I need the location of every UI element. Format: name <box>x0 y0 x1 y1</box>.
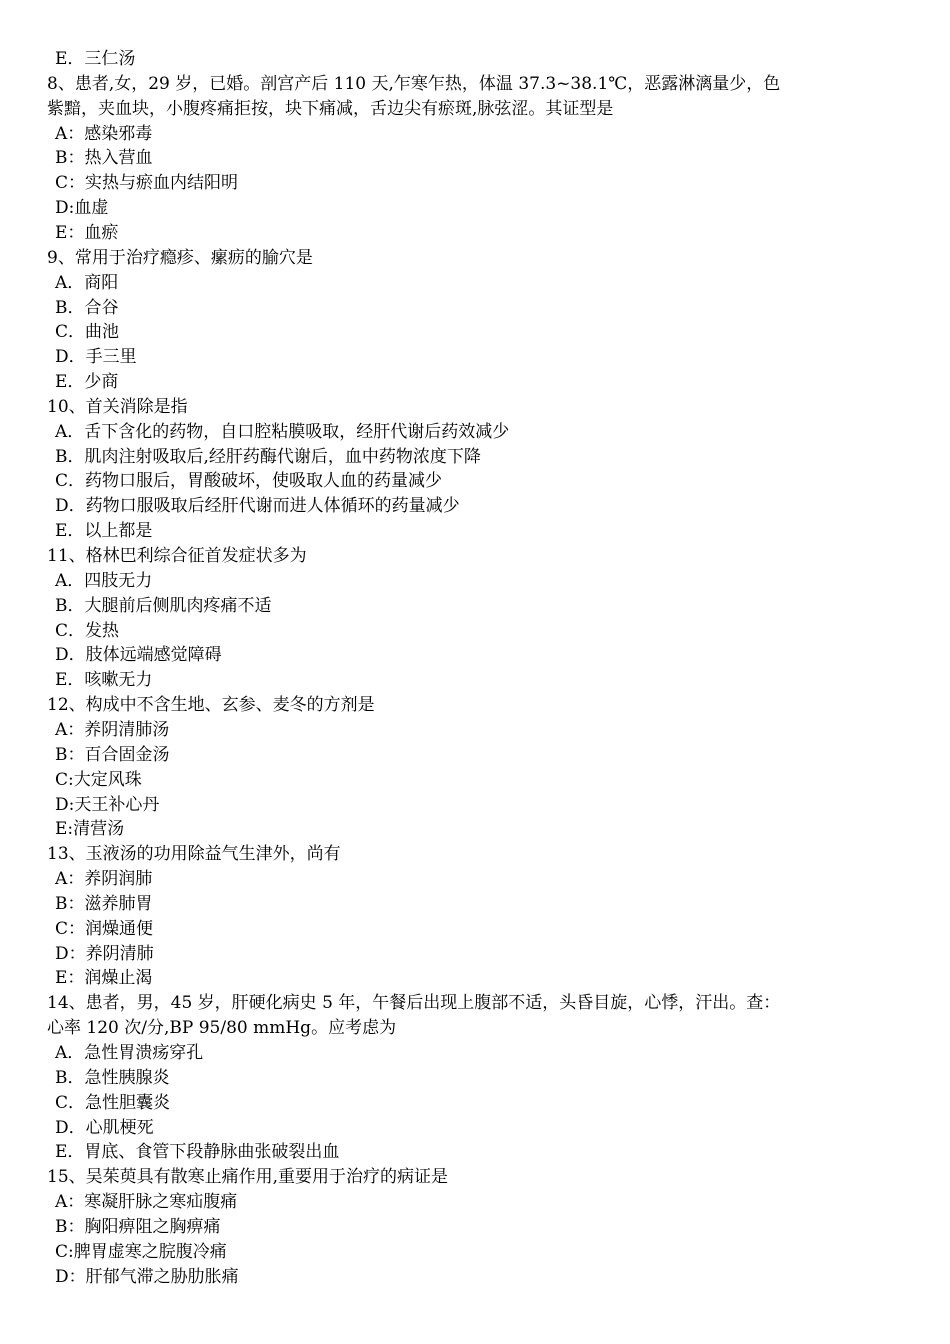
answer-option: B．合谷 <box>55 297 119 318</box>
question-text-line: 15、吴茱萸具有散寒止痛作用,重要用于治疗的病证是 <box>47 1167 449 1188</box>
answer-option: D：肝郁气滞之胁肋胀痛 <box>55 1266 239 1287</box>
answer-option: C:大定风珠 <box>55 769 142 790</box>
question-text-line: 9、常用于治疗瘾疹、瘰疬的腧穴是 <box>47 247 313 268</box>
question-text-line: 紫黯，夹血块，小腹疼痛拒按，块下痛减，舌边尖有瘀斑,脉弦涩。其证型是 <box>47 98 614 119</box>
question-text-line: 10、首关消除是指 <box>47 396 188 417</box>
answer-option: B：热入营血 <box>55 148 153 169</box>
question-text-line: 12、构成中不含生地、玄参、麦冬的方剂是 <box>47 695 375 716</box>
answer-option: B：滋养肺胃 <box>55 893 153 914</box>
answer-option: A．商阳 <box>55 272 119 293</box>
answer-option: E．以上都是 <box>55 521 153 542</box>
question-text-line: 11、格林巴利综合征首发症状多为 <box>47 546 307 566</box>
answer-option: B．大腿前后侧肌肉疼痛不适 <box>55 595 272 616</box>
answer-option: B：胸阳痹阻之胸痹痛 <box>55 1216 221 1237</box>
answer-option: E：润燥止渴 <box>55 968 153 989</box>
answer-option: A．四肢无力 <box>55 570 153 591</box>
answer-option: A：养阴清肺汤 <box>55 719 170 740</box>
question-text-line: 8、患者,女，29 岁，已婚。剖宫产后 110 天,乍寒乍热，体温 37.3~38.1℃，恶露淋漓量少，色 <box>47 73 781 94</box>
answer-option: D．药物口服吸取后经肝代谢而进人体循环的药量减少 <box>55 496 460 517</box>
answer-option: C．急性胆囊炎 <box>55 1092 171 1113</box>
answer-option: E：血瘀 <box>55 222 119 243</box>
answer-option: D:血虚 <box>55 198 109 219</box>
question-text-line: 13、玉液汤的功用除益气生津外，尚有 <box>47 844 341 865</box>
answer-option: B：百合固金汤 <box>55 744 170 765</box>
answer-option: E．胃底、食管下段静脉曲张破裂出血 <box>55 1142 340 1163</box>
answer-option: B．急性胰腺炎 <box>55 1067 170 1088</box>
answer-option: A：感染邪毒 <box>55 123 153 144</box>
answer-option: C．药物口服后，胃酸破坏，使吸取人血的药量减少 <box>55 471 443 492</box>
answer-option: D．心肌梗死 <box>55 1117 154 1138</box>
answer-option: A．急性胃溃疡穿孔 <box>55 1043 204 1063</box>
answer-option: D:天王补心丹 <box>55 794 160 815</box>
answer-option: B．肌肉注射吸取后,经肝药酶代谢后，血中药物浓度下降 <box>55 446 481 467</box>
question-text-line: 14、患者，男，45 岁，肝硬化病史 5 年，午餐后出现上腹部不适，头昏目旋，心悸，汗出。查： <box>47 993 781 1014</box>
answer-option: D．手三里 <box>55 347 137 368</box>
answer-option: A：养阴润肺 <box>55 869 153 890</box>
answer-option: E．咳嗽无力 <box>55 670 153 691</box>
answer-option: C：润燥通便 <box>55 918 154 939</box>
answer-option: C．发热 <box>55 620 120 641</box>
answer-option: C：实热与瘀血内结阳明 <box>55 173 239 194</box>
answer-option: C．曲池 <box>55 322 120 343</box>
answer-option: A：寒凝肝脉之寒疝腹痛 <box>55 1192 238 1213</box>
answer-option: D：养阴清肺 <box>55 943 154 964</box>
answer-option: E:清营汤 <box>55 819 125 840</box>
answer-option: C:脾胃虚寒之脘腹冷痛 <box>55 1241 227 1262</box>
answer-option: E．三仁汤 <box>55 49 136 69</box>
answer-option: A．舌下含化的药物，自口腔粘膜吸取，经肝代谢后药效减少 <box>55 421 510 442</box>
answer-option: D．肢体远端感觉障碍 <box>55 645 222 666</box>
question-text-line: 心率 120 次/分,BP 95/80 mmHg。应考虑为 <box>47 1018 397 1039</box>
answer-option: E．少商 <box>55 372 119 393</box>
